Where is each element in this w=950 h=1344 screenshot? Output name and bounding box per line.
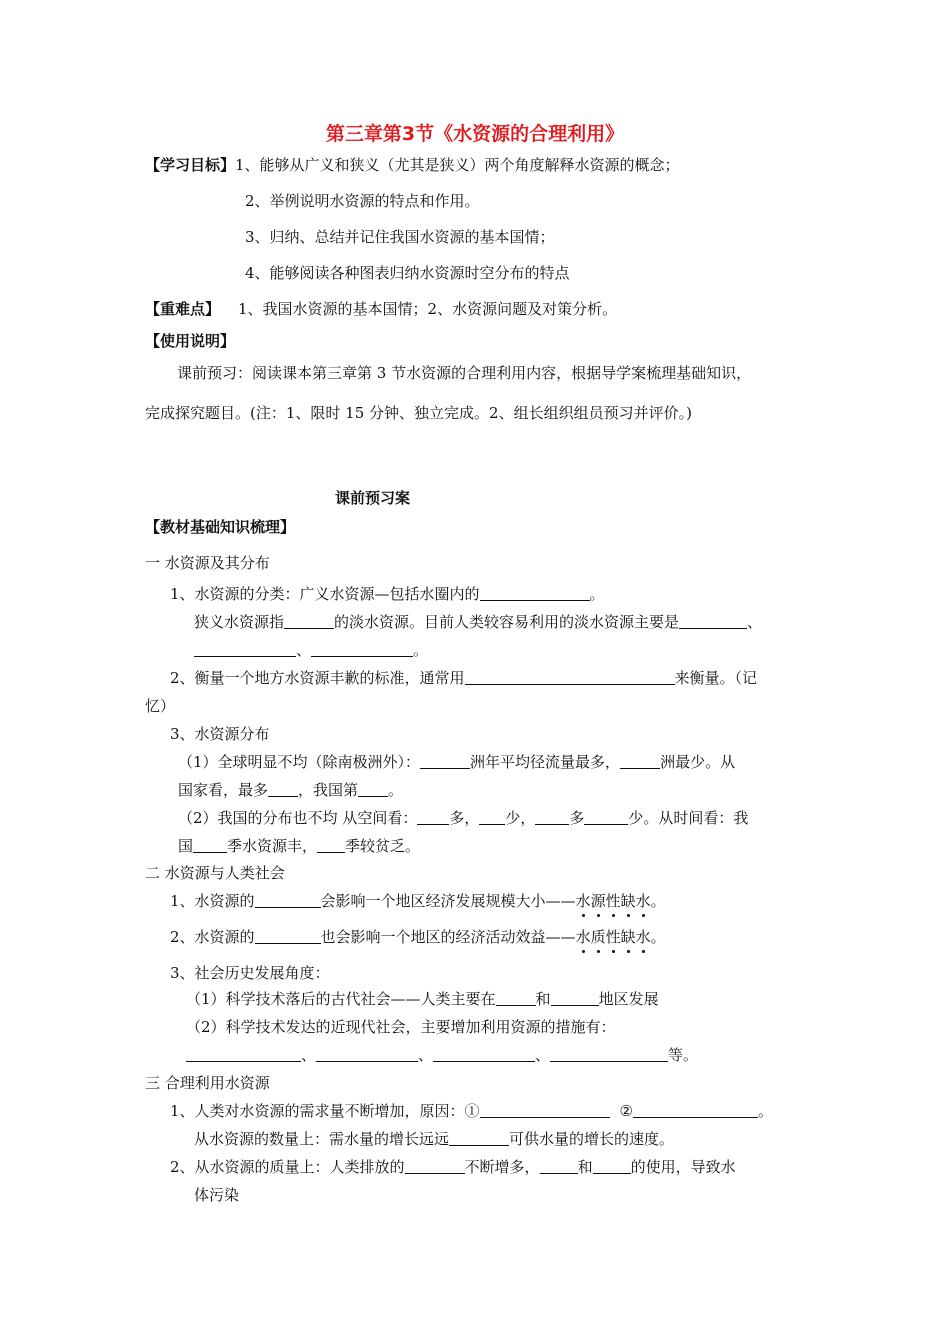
- section-heading: 二 水资源与人类社会: [145, 864, 285, 882]
- text: 、: [535, 1046, 551, 1064]
- emphasis-char: 水: [635, 928, 651, 946]
- text: 季较贫乏。: [345, 837, 421, 855]
- blank[interactable]: [255, 928, 321, 944]
- text: 2、衡量一个地方水资源丰歉的标准，通常用: [170, 669, 465, 687]
- blank[interactable]: [465, 669, 675, 685]
- text: 。: [589, 585, 605, 603]
- knowledge-label: 【教材基础知识梳理】: [145, 518, 296, 536]
- emphasis-text: [576, 892, 651, 910]
- text: 。: [650, 928, 666, 946]
- fill-line: [178, 751, 735, 773]
- key-points-text: 1、我国水资源的基本国情；2、水资源问题及对策分析。: [238, 300, 618, 318]
- fill-line: [194, 611, 762, 633]
- section-heading: 三 合理利用水资源: [145, 1074, 270, 1092]
- text: 和: [577, 1158, 593, 1176]
- text: 的使用，导致水: [630, 1158, 736, 1176]
- blank[interactable]: [593, 1158, 631, 1174]
- fill-line: [194, 639, 428, 661]
- blank[interactable]: [255, 892, 321, 908]
- objective-item: 1、能够从广义和狭义（尤其是狭义）两个角度解释水资源的概念；: [235, 156, 680, 174]
- text: 少，: [505, 809, 536, 827]
- text: 忆）: [145, 697, 176, 715]
- text: 、: [296, 641, 312, 659]
- blank[interactable]: [433, 1046, 535, 1062]
- text: （2）科学技术发达的近现代社会，主要增加利用资源的措施有：: [186, 1018, 616, 1036]
- text: 洲最少。从: [660, 753, 736, 771]
- emphasis-char: 性: [605, 892, 621, 910]
- blank[interactable]: [480, 1102, 610, 1118]
- blank[interactable]: [358, 781, 388, 797]
- text: 国家看，最多: [178, 781, 269, 799]
- objectives-label: 【学习目标】: [145, 156, 236, 174]
- text: 、: [747, 613, 763, 631]
- objective-item: 2、举例说明水资源的特点和作用。: [245, 192, 480, 210]
- text: 地区发展: [598, 990, 659, 1008]
- text: 。: [388, 781, 404, 799]
- blank[interactable]: [584, 809, 628, 825]
- fill-line: [170, 583, 605, 605]
- text: 1、人类对水资源的需求量不断增加，原因：①: [170, 1102, 480, 1120]
- emphasis-char: 源: [590, 892, 606, 910]
- blank[interactable]: [316, 1046, 418, 1062]
- blank[interactable]: [449, 1130, 509, 1146]
- text: 1、水资源的: [170, 892, 255, 910]
- text: 2、水资源的: [170, 928, 255, 946]
- usage-label: 【使用说明】: [145, 332, 236, 350]
- text: 会影响一个地区经济发展规模大小——: [320, 892, 576, 910]
- text: 洲年平均径流量最多，: [470, 753, 621, 771]
- blank[interactable]: [679, 613, 747, 629]
- text: 3、水资源分布: [170, 725, 270, 743]
- blank[interactable]: [311, 641, 413, 657]
- text: 体污染: [194, 1186, 240, 1204]
- blank[interactable]: [193, 837, 227, 853]
- objective-item: 3、归纳、总结并记住我国水资源的基本国情；: [245, 228, 555, 246]
- fill-line: [178, 807, 748, 829]
- fill-line: [186, 988, 659, 1010]
- blank[interactable]: [417, 809, 449, 825]
- text: 季水资源丰，: [227, 837, 318, 855]
- fill-line: [170, 1156, 736, 1178]
- text: ，我国第: [298, 781, 359, 799]
- emphasis-char: 水: [575, 892, 591, 910]
- fill-line: [186, 1044, 698, 1066]
- blank[interactable]: [284, 613, 334, 629]
- emphasis-char: 水: [575, 928, 591, 946]
- text: 。: [758, 1102, 774, 1120]
- key-points-row: [145, 298, 617, 320]
- blank[interactable]: [186, 1046, 301, 1062]
- blank[interactable]: [540, 1158, 578, 1174]
- blank[interactable]: [405, 1158, 465, 1174]
- blank[interactable]: [194, 641, 296, 657]
- key-points-label: 【重难点】: [145, 300, 221, 318]
- blank[interactable]: [633, 1102, 758, 1118]
- text: 来衡量。（记: [674, 669, 758, 687]
- text: 、: [301, 1046, 317, 1064]
- blank[interactable]: [496, 990, 536, 1006]
- text: 3、社会历史发展角度：: [170, 964, 330, 982]
- text: 也会影响一个地区的经济活动效益——: [320, 928, 576, 946]
- preview-title: 课前预习案: [335, 489, 411, 507]
- text: 多，: [449, 809, 480, 827]
- text: 国: [178, 837, 194, 855]
- blank[interactable]: [620, 753, 660, 769]
- blank[interactable]: [551, 990, 599, 1006]
- fill-line: [178, 779, 403, 801]
- blank[interactable]: [479, 809, 505, 825]
- fill-line: [170, 667, 757, 689]
- fill-line: [194, 1128, 674, 1150]
- fill-line: [178, 835, 420, 857]
- blank[interactable]: [420, 753, 470, 769]
- text: 1、水资源的分类：广义水资源—包括水圈内的: [170, 585, 480, 603]
- blank[interactable]: [480, 585, 590, 601]
- usage-text: 课前预习：阅读课本第三章第 3 节水资源的合理利用内容，根据导学案梳理基础知识，: [177, 364, 752, 382]
- fill-line: [170, 1100, 773, 1122]
- text: 的淡水资源。目前人类较容易利用的淡水资源主要是: [334, 613, 680, 631]
- text: 等。: [668, 1046, 699, 1064]
- usage-text: 完成探究题目。(注：1、限时 15 分钟、独立完成。2、组长组织组员预习并评价。): [145, 404, 692, 422]
- emphasis-char: 缺: [620, 892, 636, 910]
- text: （2）我国的分布也不均 从空间看：: [178, 809, 418, 827]
- blank[interactable]: [550, 1046, 668, 1062]
- emphasis-char: 性: [605, 928, 621, 946]
- emphasis-char: 缺: [620, 928, 636, 946]
- blank[interactable]: [535, 809, 569, 825]
- emphasis-char: 质: [590, 928, 606, 946]
- text: 。: [650, 892, 666, 910]
- fill-line: [170, 926, 666, 948]
- text: 不断增多，: [464, 1158, 540, 1176]
- text: 可供水量的增长的速度。: [509, 1130, 675, 1148]
- text: ②: [619, 1102, 633, 1120]
- text: 和: [535, 990, 551, 1008]
- text: 狭义水资源指: [194, 613, 285, 631]
- text: 多: [569, 809, 585, 827]
- text: 。: [413, 641, 429, 659]
- text: （1）科学技术落后的古代社会——人类主要在: [186, 990, 496, 1008]
- text: 、: [418, 1046, 434, 1064]
- emphasis-text: [576, 928, 651, 946]
- text: 少。从时间看：我: [628, 809, 749, 827]
- text: 2、从水资源的质量上：人类排放的: [170, 1158, 405, 1176]
- emphasis-char: 水: [635, 892, 651, 910]
- blank[interactable]: [317, 837, 345, 853]
- section-heading: 一 水资源及其分布: [145, 554, 270, 572]
- blank[interactable]: [268, 781, 298, 797]
- page-title: 第三章第3节《水资源的合理利用》: [325, 123, 625, 145]
- fill-line: [170, 890, 666, 912]
- objectives-row: [145, 154, 680, 176]
- text: （1）全球明显不均（除南极洲外）：: [178, 753, 421, 771]
- text: 从水资源的数量上：需水量的增长远远: [194, 1130, 450, 1148]
- objective-item: 4、能够阅读各种图表归纳水资源时空分布的特点: [245, 264, 570, 282]
